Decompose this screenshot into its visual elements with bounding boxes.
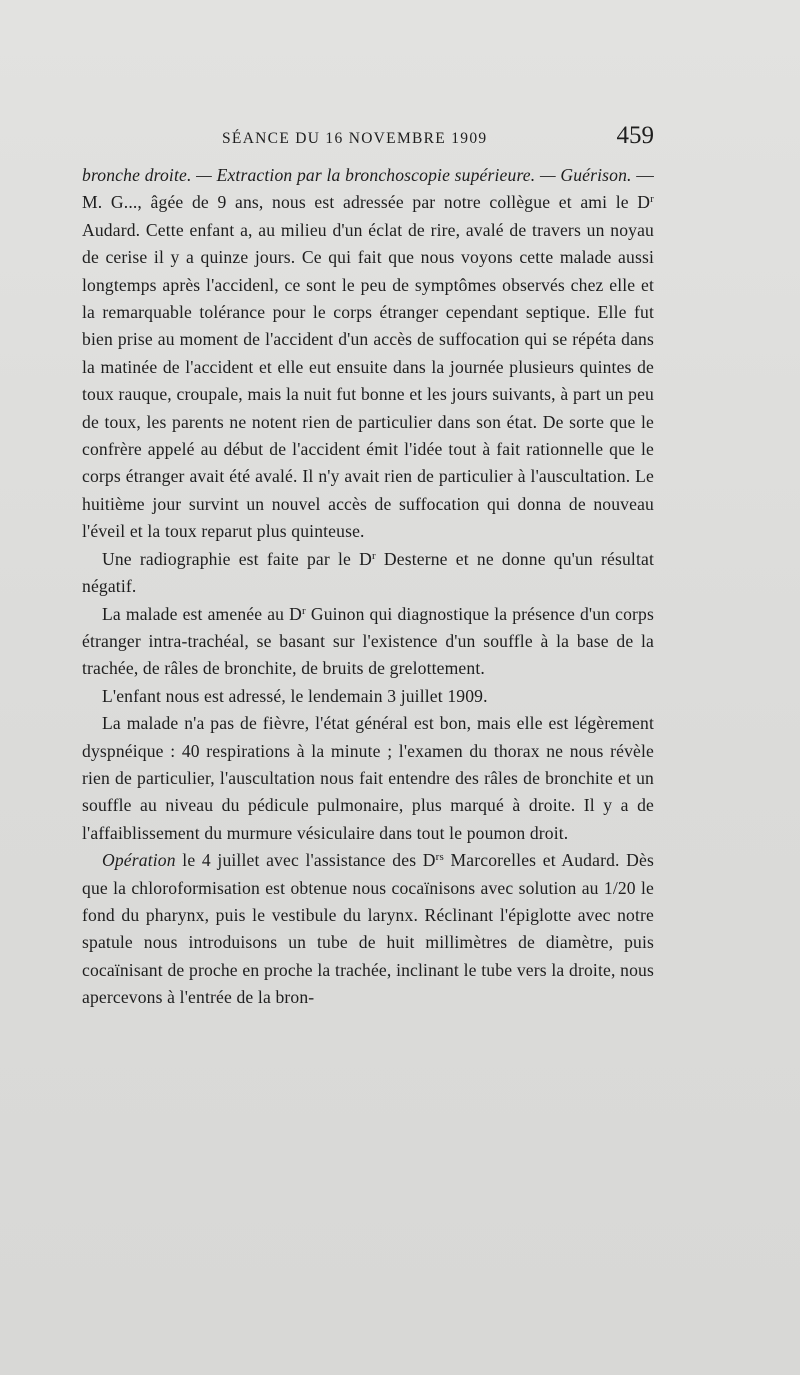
paragraph-text: La malade est amenée au D xyxy=(102,603,302,624)
body-text xyxy=(82,162,654,1012)
running-title: SÉANCE DU 16 NOVEMBRE 1909 xyxy=(222,130,488,147)
paragraph-text: L'enfant nous est adressé, le lendemain 3 juillet 1909. xyxy=(102,685,488,706)
operation-title: Opération xyxy=(102,850,176,871)
paragraph-text: Marcorelles et Audard. Dès que la chloroformisation est obtenue nous cocaïnisons avec solution au 1/20 le fond du pharynx, puis le vestibule du larynx. Réclinant l'épiglotte avec notre spatule nous introduisons un tube de huit millimètres de diamètre, puis cocaïnisant de proche en proche la trachée, inclinant le tube vers la droite, nous apercevons à l'entrée de la bron- xyxy=(82,850,654,1008)
paragraph-text: Guinon qui diagnostique la présence d'un corps étranger intra-trachéal, se basant sur l'existence d'un souffle à la base de la trachée, de râles de bronchite, de bruits de grelottement. xyxy=(82,603,654,679)
page-header xyxy=(82,120,654,156)
paragraph-2 xyxy=(82,546,654,601)
paragraph-1 xyxy=(82,162,654,546)
paragraph-3 xyxy=(82,601,654,683)
superscript: r xyxy=(650,193,654,206)
page-number: 459 xyxy=(616,122,654,149)
paragraph-text: Audard. Cette enfant a, au milieu d'un éclat de rire, avalé de travers un noyau de cerise il y a quinze jours. Ce qui fait que nous voyons cette malade aussi longtemps après l'accidenl, ce sont le peu de symptômes observés chez elle et la remarquable tolérance pour le corps étranger cependant septique. Elle fut bien prise au moment de l'accident d'un accès de suffocation qui se répéta dans la matinée de l'accident et elle eut ensuite dans la journée plusieurs quintes de toux rauque, croupale, mais la nuit fut bonne et les jours suivants, à part un peu de toux, les parents ne notent rien de particulier dans son état. De sorte que le confrère appelé au début de l'accident émit l'idée tout à fait rationnelle que le corps étranger avait été avalé. Il n'y avait rien de particulier à l'auscultation. Le huitième jour survint un nouvel accès de suffocation qui donna de nouveau l'éveil et la toux reparut plus quinteuse. xyxy=(82,219,654,542)
paragraph-text: Desterne et ne donne qu'un résultat négatif. xyxy=(82,548,654,597)
superscript: rs xyxy=(435,851,444,864)
superscript: r xyxy=(371,549,376,562)
section-title: bronche droite. — Extraction par la bronchoscopie supérieure. — Guérison. xyxy=(82,165,632,185)
paragraph-6 xyxy=(82,847,654,1011)
paragraph-text: Une radiographie est faite par le D xyxy=(102,548,372,569)
paragraph-text: — M. G..., âgée de 9 ans, nous est adressée par notre collègue et ami le D xyxy=(82,165,655,213)
paragraph-5 xyxy=(82,710,654,847)
superscript: r xyxy=(302,604,306,617)
paragraph-text: La malade n'a pas de fièvre, l'état général est bon, mais elle est légèrement dyspnéique : 40 respirations à la minute ; l'examen du thorax ne nous révèle rien de particulier, l'auscultation nous fait entendre des râles de bronchite et un souffle au niveau du pédicule pulmonaire, plus marqué à droite. Il y a de l'affaiblissement du murmure vésiculaire dans tout le poumon droit. xyxy=(82,713,654,843)
paragraph-text: le 4 juillet avec l'assistance des D xyxy=(175,850,436,871)
paragraph-4 xyxy=(82,683,654,710)
